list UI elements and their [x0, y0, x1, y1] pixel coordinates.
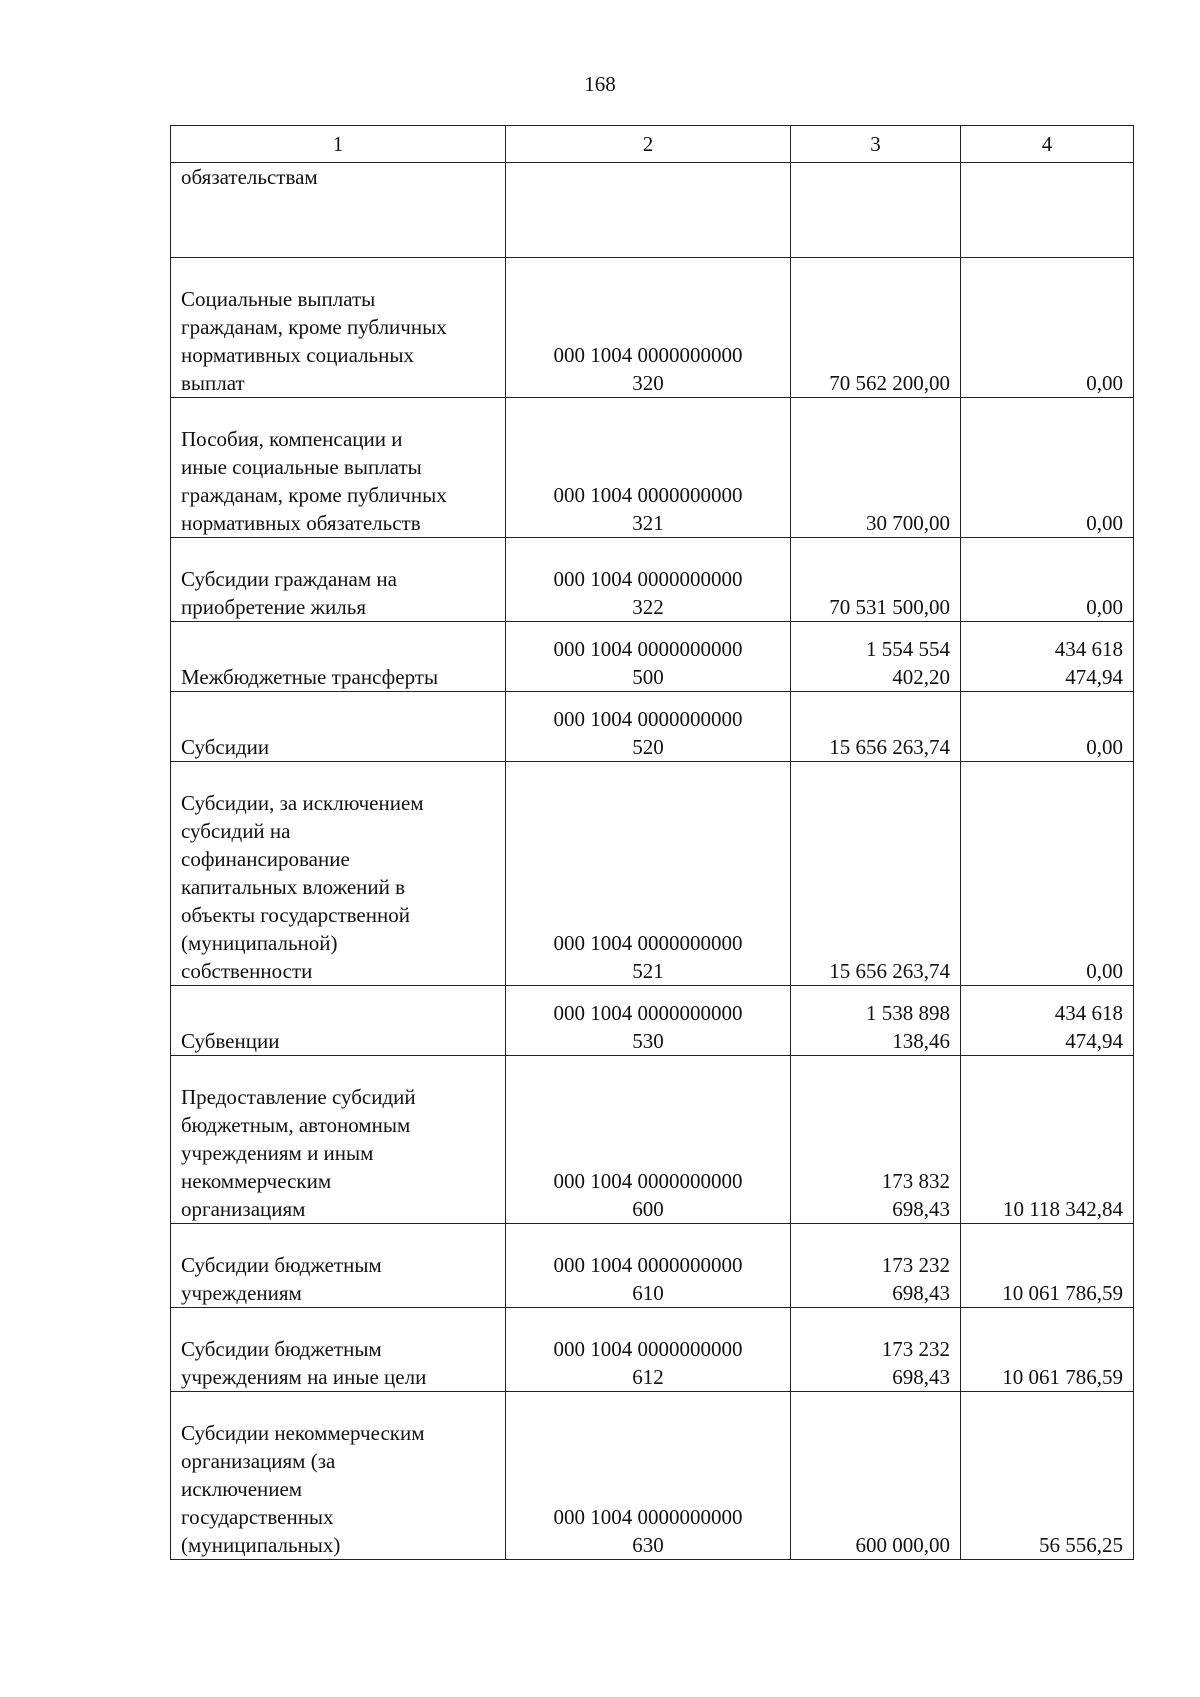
- row-code: 000 1004 0000000000 600: [506, 1056, 791, 1224]
- row-name: Субвенции: [171, 986, 506, 1056]
- row-name: Межбюджетные трансферты: [171, 622, 506, 692]
- header-cell-2: 2: [506, 126, 791, 163]
- row-name: Субсидии бюджетным учреждениям на иные цели: [171, 1308, 506, 1392]
- row-col3: 15 656 263,74: [791, 762, 961, 986]
- row-name: Социальные выплаты гражданам, кроме публичных нормативных социальных выплат: [171, 258, 506, 398]
- row-col4: 10 061 786,59: [961, 1224, 1134, 1308]
- row-col4: 0,00: [961, 692, 1134, 762]
- table-row: [171, 1224, 1134, 1308]
- row-col3: 173 232 698,43: [791, 1308, 961, 1392]
- row-code: 000 1004 0000000000 612: [506, 1308, 791, 1392]
- row-col3: 600 000,00: [791, 1392, 961, 1560]
- row-col3: 70 562 200,00: [791, 258, 961, 398]
- row-name: Пособия, компенсации и иные социальные выплаты гражданам, кроме публичных нормативных обязательств: [171, 398, 506, 538]
- page-number: 168: [584, 72, 616, 96]
- table-row: [171, 163, 1134, 258]
- row-col4: 0,00: [961, 398, 1134, 538]
- row-name: обязательствам: [171, 163, 506, 258]
- table-row: [171, 762, 1134, 986]
- row-code: 000 1004 0000000000 321: [506, 398, 791, 538]
- row-col3: 173 832 698,43: [791, 1056, 961, 1224]
- row-col3: 1 538 898 138,46: [791, 986, 961, 1056]
- table-row: [171, 986, 1134, 1056]
- row-name: Субсидии некоммерческим организациям (за исключением государственных (муниципальных): [171, 1392, 506, 1560]
- table-row: [171, 692, 1134, 762]
- row-name: Субсидии гражданам на приобретение жилья: [171, 538, 506, 622]
- row-name: Субсидии бюджетным учреждениям: [171, 1224, 506, 1308]
- row-name: Субсидии, за исключением субсидий на софинансирование капитальных вложений в объекты государственной (муниципальной) собственности: [171, 762, 506, 986]
- row-col4: 0,00: [961, 538, 1134, 622]
- row-col3: 70 531 500,00: [791, 538, 961, 622]
- row-col3: 30 700,00: [791, 398, 961, 538]
- row-col3: 15 656 263,74: [791, 692, 961, 762]
- row-code: 000 1004 0000000000 500: [506, 622, 791, 692]
- row-col4: [961, 163, 1134, 258]
- row-code: 000 1004 0000000000 521: [506, 762, 791, 986]
- header-row: [171, 126, 1134, 163]
- row-col3: [791, 163, 961, 258]
- row-name: Предоставление субсидий бюджетным, автономным учреждениям и иным некоммерческим организациям: [171, 1056, 506, 1224]
- header-cell-3: 3: [791, 126, 961, 163]
- header-cell-4: 4: [961, 126, 1134, 163]
- header-cell-1: 1: [171, 126, 506, 163]
- row-code: 000 1004 0000000000 520: [506, 692, 791, 762]
- row-col4: 56 556,25: [961, 1392, 1134, 1560]
- table-row: [171, 258, 1134, 398]
- table-row: [171, 398, 1134, 538]
- row-name: Субсидии: [171, 692, 506, 762]
- row-col3: 173 232 698,43: [791, 1224, 961, 1308]
- row-col4: 0,00: [961, 762, 1134, 986]
- table-row: [171, 1392, 1134, 1560]
- row-col4: 434 618 474,94: [961, 986, 1134, 1056]
- row-code: 000 1004 0000000000 630: [506, 1392, 791, 1560]
- row-code: [506, 163, 791, 258]
- table-row: [171, 622, 1134, 692]
- row-code: 000 1004 0000000000 322: [506, 538, 791, 622]
- row-code: 000 1004 0000000000 610: [506, 1224, 791, 1308]
- row-code: 000 1004 0000000000 530: [506, 986, 791, 1056]
- row-code: 000 1004 0000000000 320: [506, 258, 791, 398]
- row-col3: 1 554 554 402,20: [791, 622, 961, 692]
- table-row: [171, 538, 1134, 622]
- row-col4: 10 118 342,84: [961, 1056, 1134, 1224]
- row-col4: 10 061 786,59: [961, 1308, 1134, 1392]
- row-col4: 0,00: [961, 258, 1134, 398]
- budget-table: [170, 125, 1134, 1560]
- row-col4: 434 618 474,94: [961, 622, 1134, 692]
- table-row: [171, 1308, 1134, 1392]
- table-row: [171, 1056, 1134, 1224]
